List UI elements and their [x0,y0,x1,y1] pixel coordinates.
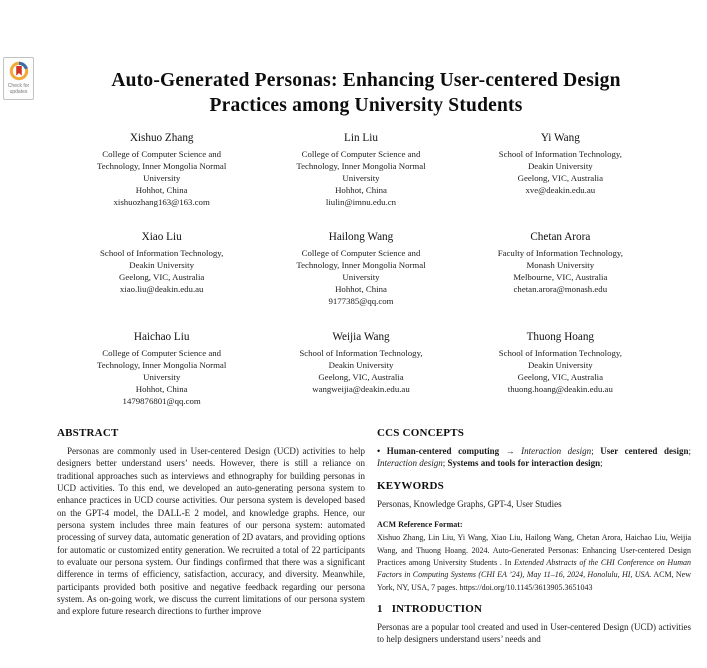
author-block [62,131,261,209]
section-number: 1 [377,603,383,616]
introduction-text: Personas are a popular tool created and used in User-centered Design (UCD) activities to help designers understand users’ needs and [377,622,691,645]
keywords-text: Personas, Knowledge Graphs, GPT-4, User Studies [377,498,562,509]
affiliation-line: Deakin University [527,359,593,370]
author-block [461,330,660,408]
author-affiliation [261,347,460,396]
affiliation-line: School of Information Technology, [498,347,622,358]
affiliation-line: College of Computer Science and [301,247,421,258]
affiliation-line: Deakin University [527,160,593,171]
author-name: Weijia Wang [332,331,390,343]
affiliation-line: xishuozhang163@163.com [113,197,210,208]
paper-title [36,68,696,118]
affiliation-line: Hohhot, China [135,185,188,196]
author-block [461,131,660,209]
ccs-leaf: Interaction design [521,446,592,456]
authors-row-2 [62,230,660,308]
affiliation-line: thuong.hoang@deakin.edu.au [507,384,613,395]
affiliation-line: Technology, Inner Mongolia Normal [296,160,426,171]
author-name: Lin Liu [344,132,378,144]
affiliation-line: 9177385@qq.com [328,296,394,307]
affiliation-line: Geelong, VIC, Australia [318,371,404,382]
author-block [261,230,460,308]
author-affiliation [62,347,261,408]
affiliation-line: Deakin University [328,359,394,370]
author-name: Haichao Liu [133,331,190,343]
abstract-heading: ABSTRACT [57,427,119,439]
ccs-concept: Human-centered computing [386,446,500,456]
authors-row-1 [62,131,660,209]
author-affiliation [461,347,660,396]
author-affiliation [62,247,261,296]
affiliation-line: University [342,271,380,282]
acm-reference-text: Xishuo Zhang, Lin Liu, Yi Wang, Xiao Liu, Hailong Wang, Chetan Arora, Haichao Liu, Weijia Wang, and Thuong Hoang. 2024. Auto-Generated Personas: Enhancing User-centered Design Practices among University Students . In Extended Abstracts of the CHI Conference on Human Factors in Computing Systems (CHI EA ’24), May 11–16, 2024, Honolulu, HI, USA. ACM, New York, NY, USA, 7 pages. https://doi.org/10.1145/3613905.3651043 [377,533,692,592]
affiliation-line: Geelong, VIC, Australia [517,371,603,382]
author-block [461,230,660,308]
check-for-updates-icon [9,61,29,81]
affiliation-line: Hohhot, China [335,284,387,295]
author-affiliation [261,247,460,308]
affiliation-line: Melbourne, VIC, Australia [513,271,608,282]
affiliation-line: University [143,172,181,183]
affiliation-line: University [342,172,380,183]
abstract-text: Personas are commonly used in User-centered Design (UCD) activities to help designers better understand users’ needs. However, there is still a reliance on traditional approaches such as interviews and ethnography for building personas in UCD activities. To this end, we developed an auto-generating persona system to enhance practices in UCD course activities. Our persona system is developed based on the GPT-4 model, the DALL-E 2 model, and knowledge graphs. Hence, our persona system includes three main features of our persona system: automated processing of survey data, automatic generation of 2D avatars, and providing options for automatic or customized entity generation. We recruited a total of 22 participants to evaluate our persona system. Our findings confirmed that there was a significant difference in terms of efficiency, satisfaction, accuracy, and diversity. Meanwhile, participants provided both positive and negative feedback regarding our persona system. As on-going work, we discuss the current limitations of our persona system and explore future research directions to further improve [57,446,365,617]
affiliation-line: Hohhot, China [335,185,387,196]
affiliation-line: School of Information Technology, [100,247,224,258]
ccs-heading: CCS CONCEPTS [377,427,465,439]
author-block [261,131,460,209]
author-name: Thuong Hoang [526,331,595,343]
section-title: INTRODUCTION [391,603,483,616]
check-for-updates-badge[interactable] [3,57,34,100]
author-block [261,330,460,408]
affiliation-line: School of Information Technology, [299,347,423,358]
author-name: Yi Wang [540,132,580,144]
author-name: Xishuo Zhang [129,132,194,144]
right-column [377,427,691,646]
author-affiliation [261,148,460,209]
affiliation-line: College of Computer Science and [102,148,222,159]
affiliation-line: Geelong, VIC, Australia [118,271,205,282]
left-column [57,427,365,618]
ccs-text: • Human-centered computing → Interaction design; User centered design; Interaction design; Systems and tools for interaction design; [377,446,691,469]
check-for-updates-label: Check for updates [7,83,30,95]
affiliation-line: 1479876801@qq.com [122,396,201,407]
affiliation-line: xiao.liu@deakin.edu.au [119,284,204,295]
acm-reference-venue: Extended Abstracts of the CHI Conference on Human Factors in Computing Systems (CHI EA ’24), May 11–16, 2024, Honolulu, HI, USA. [377,558,691,580]
affiliation-line: Technology, Inner Mongolia Normal [296,259,426,270]
affiliation-line: wangweijia@deakin.edu.au [312,384,410,395]
affiliation-line: Monash University [526,259,595,270]
affiliation-line: chetan.arora@monash.edu [513,284,608,295]
affiliation-line: College of Computer Science and [102,347,222,358]
author-name: Hailong Wang [328,231,394,243]
ccs-leaf: Interaction design [377,458,443,469]
author-block [62,330,261,408]
author-name: Xiao Liu [141,231,182,243]
paper-title-line2: Practices among University Students [209,95,523,116]
paper-title-line1: Auto-Generated Personas: Enhancing User-centered Design [111,70,621,91]
author-affiliation [62,148,261,209]
affiliation-line: Geelong, VIC, Australia [517,172,603,183]
affiliation-line: Technology, Inner Mongolia Normal [97,359,227,370]
author-block [62,230,261,308]
author-name: Chetan Arora [530,231,591,243]
ccs-bullet: • [377,446,387,456]
keywords-heading: KEYWORDS [377,479,444,492]
author-affiliation [461,148,660,197]
affiliation-line: liulin@imnu.edu.cn [325,197,397,208]
author-affiliation [461,247,660,296]
affiliation-line: University [143,371,181,382]
introduction-heading [377,603,691,616]
affiliation-line: College of Computer Science and [301,148,421,159]
authors-row-3 [62,330,660,408]
affiliation-line: Technology, Inner Mongolia Normal [97,160,227,171]
acm-reference-heading: ACM Reference Format: [377,520,463,530]
ccs-concept: Systems and tools for interaction design [447,458,601,469]
affiliation-line: School of Information Technology, [498,148,622,159]
affiliation-line: Faculty of Information Technology, [497,247,623,258]
ccs-concept: User centered design [600,446,689,456]
ccs-arrow: → [499,446,522,456]
affiliation-line: Deakin University [129,259,195,270]
affiliation-line: Hohhot, China [135,384,188,395]
acm-reference-doi: ACM, New York, NY, USA, 7 pages. https://doi.org/10.1145/3613905.3651043 [377,570,692,592]
affiliation-line: xve@deakin.edu.au [525,185,596,196]
